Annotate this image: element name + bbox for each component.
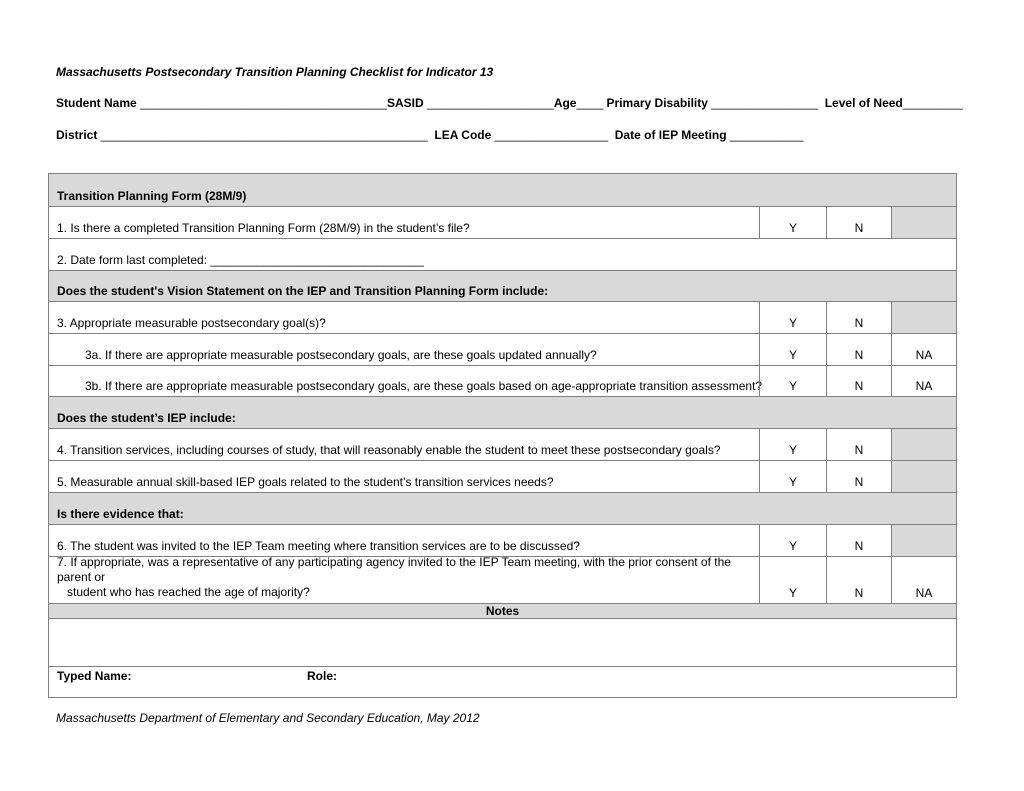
checklist-row-q2 bbox=[49, 239, 956, 271]
form-title: Massachusetts Postsecondary Transition Planning Checklist for Indicator 13 bbox=[56, 65, 494, 79]
typed-name-label[interactable]: Typed Name: bbox=[57, 669, 132, 683]
yes-cell[interactable]: Y bbox=[759, 302, 826, 333]
question-text: 3a. If there are appropriate measurable postsecondary goals, are these goals updated annually? bbox=[85, 348, 597, 362]
checklist-table bbox=[48, 173, 957, 698]
checklist-row-q4 bbox=[49, 429, 956, 461]
yes-cell[interactable]: Y bbox=[759, 461, 826, 492]
notes-area[interactable] bbox=[49, 619, 956, 667]
no-cell[interactable]: N bbox=[826, 525, 891, 556]
checklist-row-q7 bbox=[49, 557, 956, 604]
yes-cell[interactable]: Y bbox=[759, 366, 826, 396]
student-name-label: Student Name bbox=[56, 96, 137, 110]
na-cell-shaded bbox=[891, 302, 956, 333]
no-cell[interactable]: N bbox=[826, 334, 891, 365]
checklist-row-q5 bbox=[49, 461, 956, 493]
question-line-2: student who has reached the age of majority? bbox=[67, 585, 310, 599]
student-info-line bbox=[56, 96, 963, 110]
no-cell[interactable]: N bbox=[826, 557, 891, 603]
checklist-row-q1 bbox=[49, 207, 956, 239]
lea-code-field[interactable]: _________________ bbox=[494, 128, 609, 142]
na-cell-shaded bbox=[891, 525, 956, 556]
sasid-label: SASID bbox=[386, 96, 424, 110]
section-header bbox=[49, 271, 956, 302]
yes-cell[interactable]: Y bbox=[759, 429, 826, 460]
signature-row bbox=[49, 667, 956, 697]
section-header bbox=[49, 493, 956, 525]
district-info-line bbox=[56, 128, 803, 142]
question-text: 3b. If there are appropriate measurable postsecondary goals, are these goals based on age-appropriate transition assessment? bbox=[85, 379, 763, 393]
notes-header bbox=[49, 604, 956, 619]
notes-label: Notes bbox=[485, 604, 520, 618]
primary-disability-label: Primary Disability bbox=[606, 96, 708, 110]
yes-cell[interactable]: Y bbox=[759, 334, 826, 365]
level-of-need-field[interactable]: _________ bbox=[902, 96, 963, 110]
section-title: Is there evidence that: bbox=[57, 507, 184, 521]
section-title: Does the student's Vision Statement on the IEP and Transition Planning Form include: bbox=[57, 284, 549, 298]
no-cell[interactable]: N bbox=[826, 366, 891, 396]
question-text: 6. The student was invited to the IEP Team meeting where transition services are to be discussed? bbox=[57, 539, 580, 553]
na-cell-shaded bbox=[891, 207, 956, 238]
no-cell[interactable]: N bbox=[826, 429, 891, 460]
na-cell[interactable]: NA bbox=[891, 557, 956, 603]
section-header bbox=[49, 397, 956, 429]
checklist-row-q3a bbox=[49, 334, 956, 366]
question-text: 1. Is there a completed Transition Planning Form (28M/9) in the student’s file? bbox=[57, 221, 470, 235]
section-title: Transition Planning Form (28M/9) bbox=[57, 189, 247, 203]
age-label: Age bbox=[553, 96, 577, 110]
role-label[interactable]: Role: bbox=[307, 669, 337, 683]
na-cell-shaded bbox=[891, 461, 956, 492]
district-field[interactable]: _________________________________________________ bbox=[100, 128, 428, 142]
question-line-1: 7. If appropriate, was a representative of any participating agency invited to the IEP Team meeting, with the prior consent of the parent or bbox=[57, 555, 731, 584]
iep-date-field[interactable]: ___________ bbox=[729, 128, 804, 142]
iep-date-label: Date of IEP Meeting bbox=[614, 128, 727, 142]
age-field[interactable]: ____ bbox=[576, 96, 604, 110]
section-header bbox=[49, 174, 956, 207]
question-text[interactable]: 2. Date form last completed: ________________________________ bbox=[57, 253, 424, 267]
yes-cell[interactable]: Y bbox=[759, 525, 826, 556]
section-title: Does the student’s IEP include: bbox=[57, 411, 236, 425]
checklist-row-q3 bbox=[49, 302, 956, 334]
no-cell[interactable]: N bbox=[826, 302, 891, 333]
na-cell[interactable]: NA bbox=[891, 366, 956, 396]
question-text: 5. Measurable annual skill-based IEP goals related to the student’s transition services needs? bbox=[57, 475, 554, 489]
question-text: 3. Appropriate measurable postsecondary goal(s)? bbox=[57, 316, 326, 330]
question-text: 4. Transition services, including courses of study, that will reasonably enable the student to meet these postsecondary goals? bbox=[57, 443, 721, 457]
sasid-field[interactable]: ___________________ bbox=[427, 96, 554, 110]
district-label: District bbox=[56, 128, 98, 142]
na-cell-shaded bbox=[891, 429, 956, 460]
primary-disability-field[interactable]: ________________ bbox=[711, 96, 819, 110]
na-cell[interactable]: NA bbox=[891, 334, 956, 365]
yes-cell[interactable]: Y bbox=[759, 207, 826, 238]
no-cell[interactable]: N bbox=[826, 207, 891, 238]
checklist-row-q6 bbox=[49, 525, 956, 557]
footer-credit: Massachusetts Department of Elementary and Secondary Education, May 2012 bbox=[56, 711, 480, 725]
no-cell[interactable]: N bbox=[826, 461, 891, 492]
lea-code-label: LEA Code bbox=[434, 128, 492, 142]
student-name-field[interactable]: _____________________________________ bbox=[140, 96, 387, 110]
yes-cell[interactable]: Y bbox=[759, 557, 826, 603]
question-text bbox=[57, 555, 747, 600]
level-of-need-label: Level of Need bbox=[824, 96, 903, 110]
checklist-row-q3b bbox=[49, 366, 956, 397]
